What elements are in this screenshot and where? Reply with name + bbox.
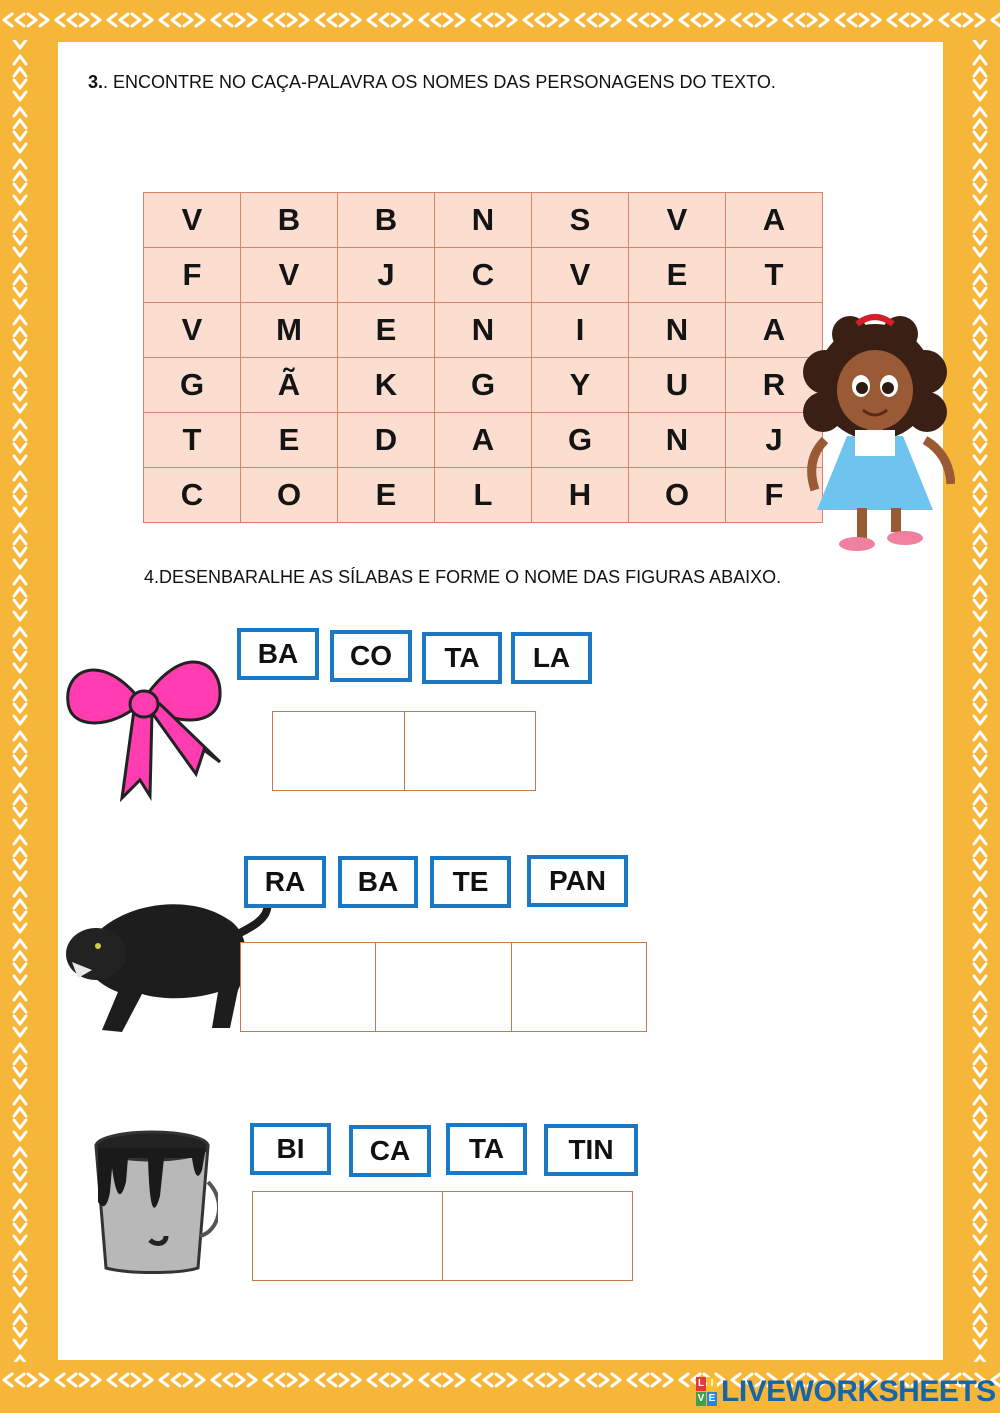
grid-cell: O [629, 468, 726, 523]
grid-cell: L [435, 468, 532, 523]
grid-cell: E [241, 413, 338, 468]
grid-cell: V [532, 248, 629, 303]
grid-cell: E [338, 303, 435, 358]
question-3-prompt: . ENCONTRE NO CAÇA-PALAVRA OS NOMES DAS PERSONAGENS DO TEXTO. [103, 72, 776, 92]
grid-cell: I [532, 303, 629, 358]
grid-cell: E [338, 468, 435, 523]
grid-cell: M [241, 303, 338, 358]
answer-boxes [272, 711, 536, 791]
syllable-box[interactable]: BI [250, 1123, 331, 1175]
grid-cell: S [532, 193, 629, 248]
grid-cell: K [338, 358, 435, 413]
logo-text: LIVEWORKSHEETS [721, 1375, 996, 1408]
syllable-box[interactable]: CO [330, 630, 412, 682]
grid-cell: V [241, 248, 338, 303]
syllable-box[interactable]: BA [338, 856, 418, 908]
grid-cell: E [629, 248, 726, 303]
badge-letter: V [697, 1393, 705, 1404]
question-3-text [88, 72, 776, 93]
girl-illustration-icon [795, 312, 955, 557]
badge-letter: E [708, 1393, 716, 1404]
word-search-grid [143, 192, 823, 523]
grid-cell: R [726, 358, 823, 413]
syllable-box[interactable]: CA [349, 1125, 431, 1177]
badge-letter: I [707, 1377, 717, 1391]
syllable-box[interactable]: TE [430, 856, 511, 908]
answer-cell[interactable] [512, 943, 646, 1031]
grid-cell: V [144, 193, 241, 248]
grid-cell: N [435, 193, 532, 248]
grid-cell: F [726, 468, 823, 523]
grid-cell: D [338, 413, 435, 468]
grid-cell: N [629, 413, 726, 468]
answer-cell[interactable] [405, 712, 536, 790]
grid-cell: G [144, 358, 241, 413]
syllable-box[interactable]: TA [446, 1123, 527, 1175]
answer-cell[interactable] [241, 943, 376, 1031]
grid-row [144, 193, 823, 248]
grid-cell: F [144, 248, 241, 303]
grid-cell: C [435, 248, 532, 303]
grid-cell: A [726, 193, 823, 248]
syllable-box[interactable]: TA [422, 632, 502, 684]
grid-cell: C [144, 468, 241, 523]
grid-cell: B [241, 193, 338, 248]
grid-cell: J [338, 248, 435, 303]
grid-cell: T [726, 248, 823, 303]
grid-cell: Y [532, 358, 629, 413]
grid-cell: T [144, 413, 241, 468]
syllable-box[interactable]: RA [244, 856, 326, 908]
liveworksheets-logo [696, 1376, 996, 1408]
grid-cell: Ã [241, 358, 338, 413]
grid-cell: A [726, 303, 823, 358]
grid-cell: N [629, 303, 726, 358]
grid-cell: V [144, 303, 241, 358]
grid-cell: J [726, 413, 823, 468]
answer-cell[interactable] [273, 712, 405, 790]
answer-cell[interactable] [253, 1192, 443, 1280]
bow-icon [62, 640, 224, 802]
syllable-box[interactable]: LA [511, 632, 592, 684]
grid-cell: N [435, 303, 532, 358]
grid-cell: V [629, 193, 726, 248]
grid-row [144, 358, 823, 413]
answer-cell[interactable] [443, 1192, 632, 1280]
answer-boxes [252, 1191, 633, 1281]
syllable-box[interactable]: PAN [527, 855, 628, 907]
grid-cell: H [532, 468, 629, 523]
grid-row [144, 413, 823, 468]
question-3-number: 3. [88, 72, 104, 92]
logo-badge-icon [696, 1377, 718, 1407]
answer-boxes [240, 942, 647, 1032]
answer-cell[interactable] [376, 943, 511, 1031]
badge-letter: L [697, 1378, 705, 1389]
syllable-box[interactable]: BA [237, 628, 319, 680]
grid-row [144, 303, 823, 358]
grid-row [144, 248, 823, 303]
paint-bucket-icon [88, 1122, 218, 1274]
syllable-box[interactable]: TIN [544, 1124, 638, 1176]
grid-cell: G [532, 413, 629, 468]
grid-cell: A [435, 413, 532, 468]
question-4-text: 4.DESENBARALHE AS SÍLABAS E FORME O NOME DAS FIGURAS ABAIXO. [144, 567, 782, 587]
grid-row [144, 468, 823, 523]
grid-cell: U [629, 358, 726, 413]
grid-cell: O [241, 468, 338, 523]
grid-cell: G [435, 358, 532, 413]
grid-cell: B [338, 193, 435, 248]
